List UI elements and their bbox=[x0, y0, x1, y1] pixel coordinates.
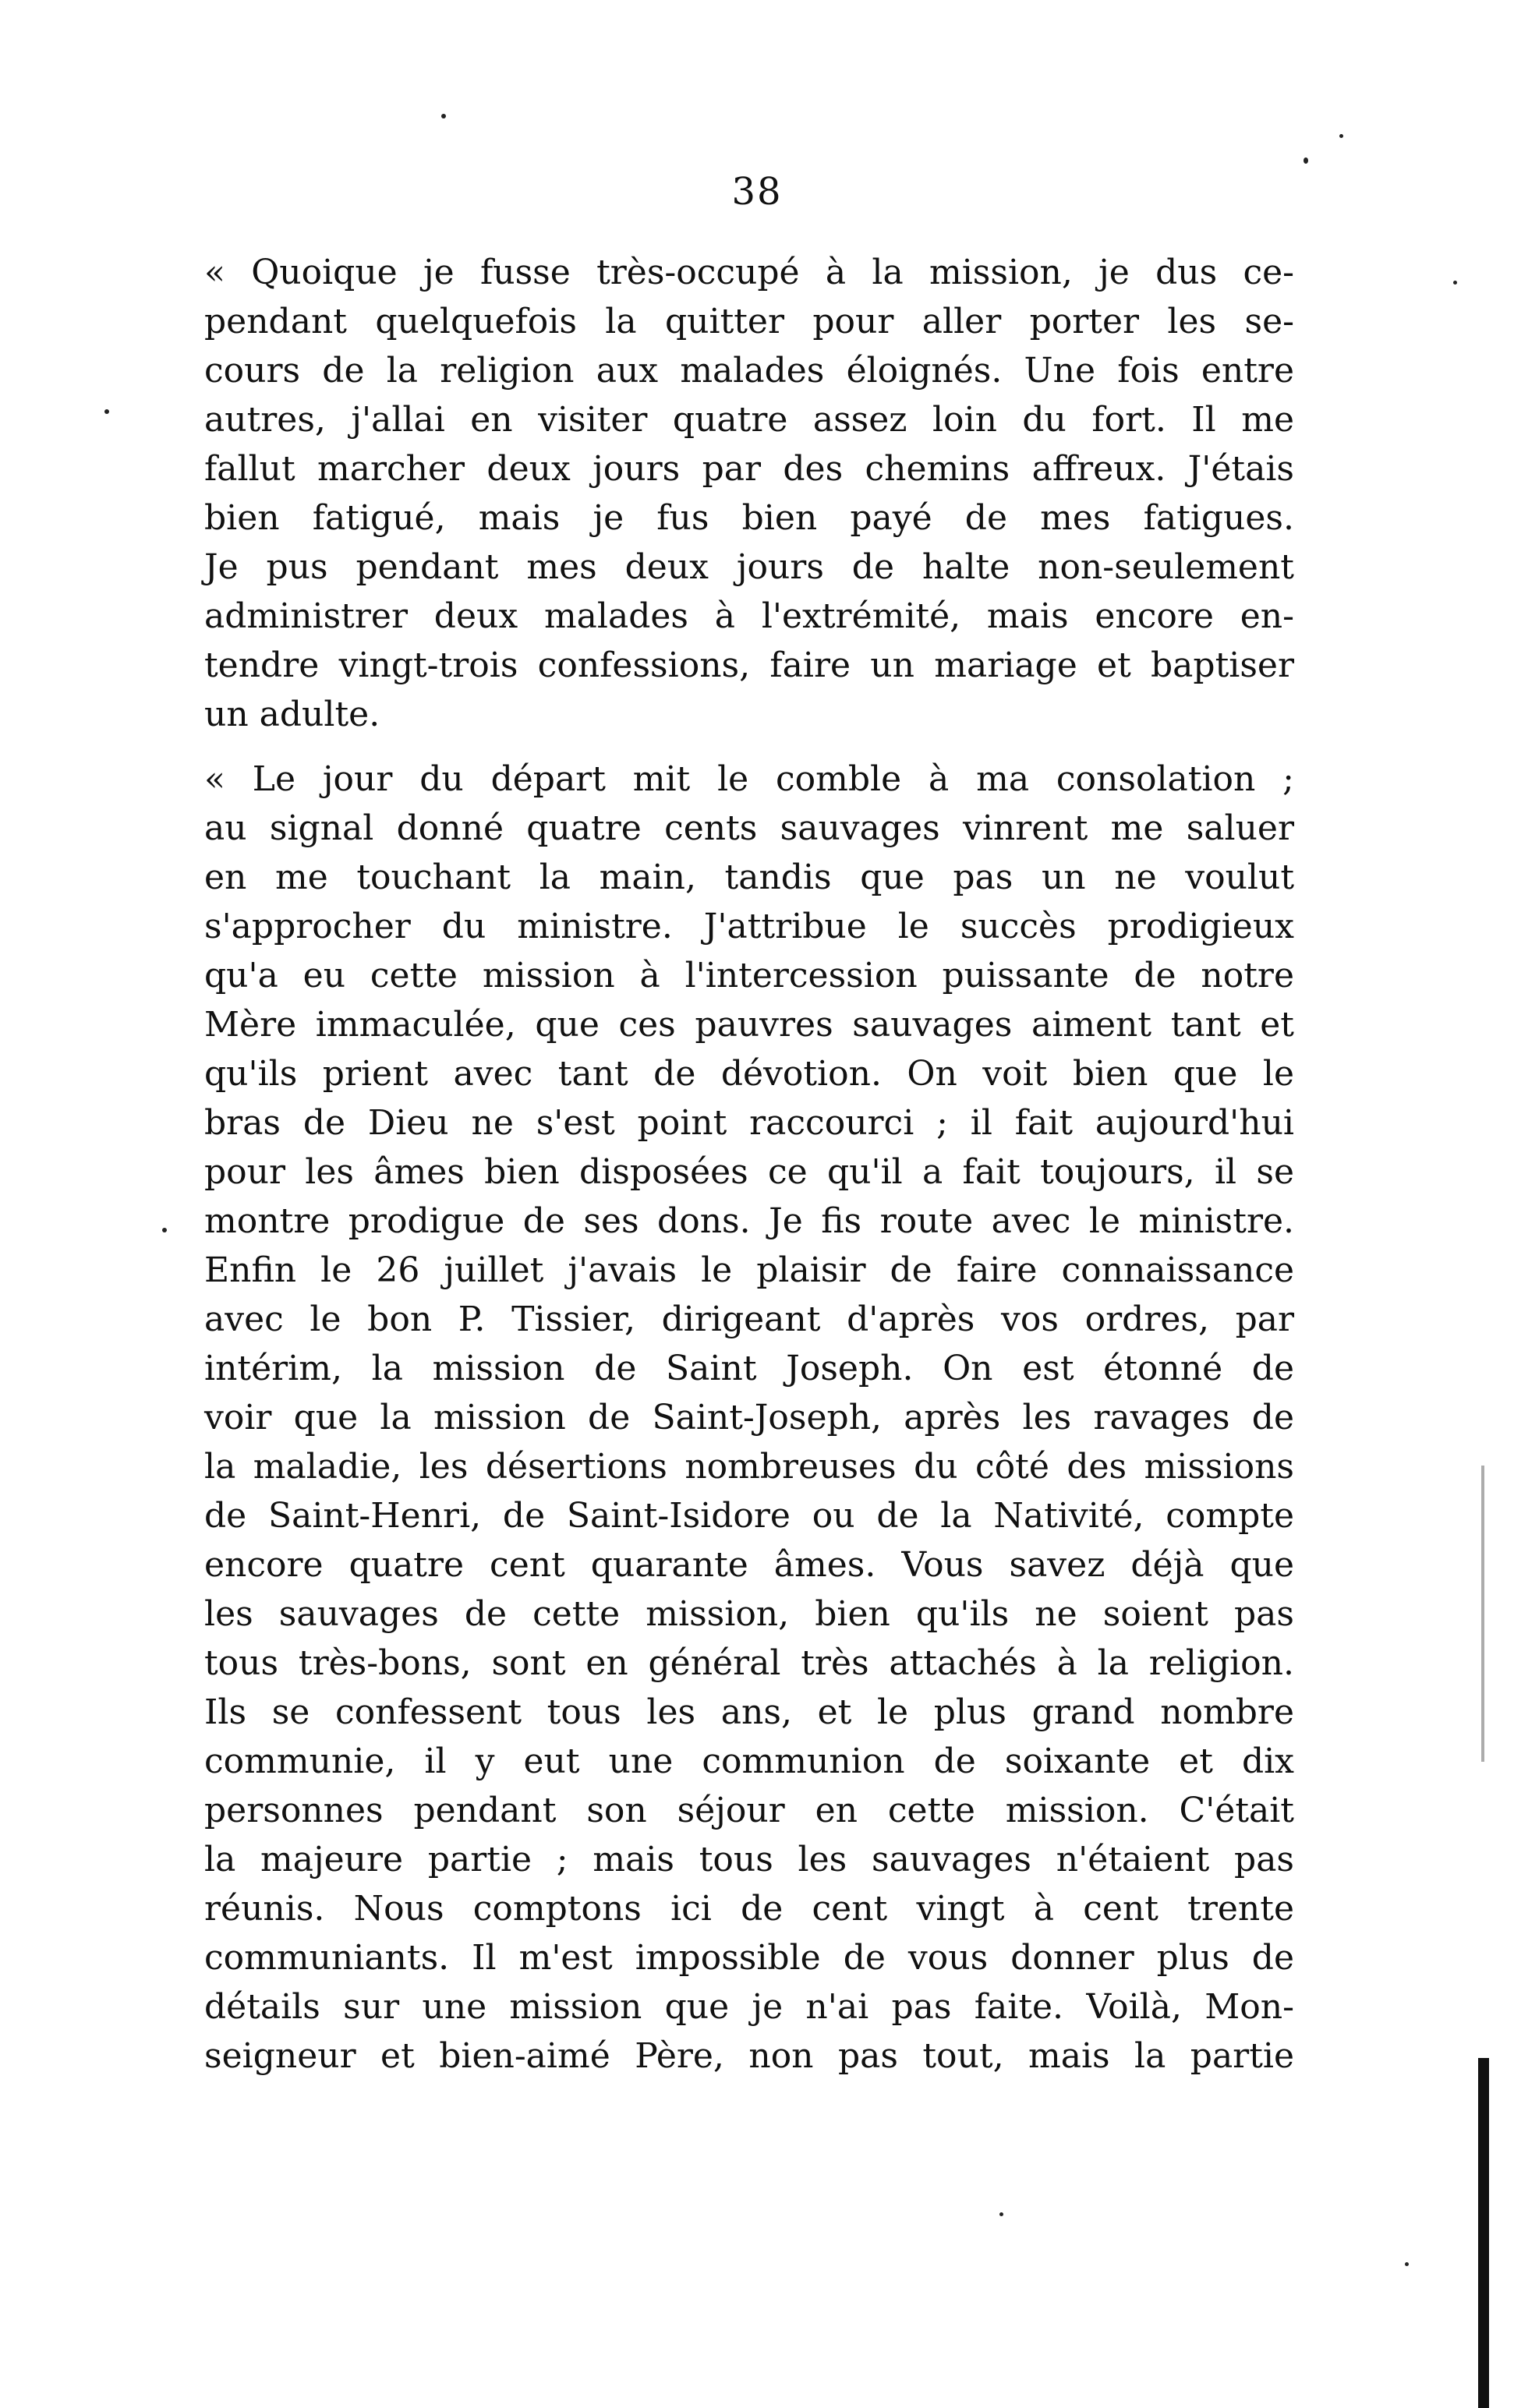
text-line: la maladie, les désertions nombreuses du côté des missions bbox=[204, 1447, 1294, 1487]
scan-speck bbox=[1339, 134, 1343, 138]
scan-speck bbox=[999, 2212, 1003, 2216]
text-line: avec le bon P. Tissier, dirigeant d'après vos ordres, par bbox=[204, 1299, 1294, 1339]
text-line: qu'a eu cette mission à l'intercession puissante de notre bbox=[204, 956, 1294, 995]
text-line: s'approcher du ministre. J'attribue le succès prodigieux bbox=[204, 907, 1294, 946]
text-line: voir que la mission de Saint-Joseph, après les ravages de bbox=[204, 1398, 1294, 1437]
text-line: cours de la religion aux malades éloignés. Une fois entre bbox=[204, 351, 1294, 391]
text-line: seigneur et bien-aimé Père, non pas tout, mais la partie bbox=[204, 2036, 1294, 2076]
scan-speck bbox=[162, 1228, 167, 1232]
text-line: intérim, la mission de Saint Joseph. On est étonné de bbox=[204, 1349, 1294, 1388]
text-line: personnes pendant son séjour en cette mission. C'était bbox=[204, 1791, 1294, 1830]
text-line: « Le jour du départ mit le comble à ma consolation ; bbox=[204, 759, 1294, 799]
text-line: fallut marcher deux jours par des chemins affreux. J'étais bbox=[204, 449, 1294, 489]
text-line: bras de Dieu ne s'est point raccourci ; il fait aujourd'hui bbox=[204, 1103, 1294, 1143]
text-line: un adulte. bbox=[204, 695, 380, 734]
scan-speck bbox=[1304, 157, 1308, 164]
page-edge-mark bbox=[1481, 1466, 1484, 1762]
text-line: la majeure partie ; mais tous les sauvages n'étaient pas bbox=[204, 1840, 1294, 1879]
paragraph-2 bbox=[204, 755, 1294, 2081]
text-line: administrer deux malades à l'extrémité, mais encore en- bbox=[204, 596, 1294, 636]
scan-speck bbox=[104, 409, 109, 414]
text-line: encore quatre cent quarante âmes. Vous savez déjà que bbox=[204, 1545, 1294, 1585]
text-line: pour les âmes bien disposées ce qu'il a fait toujours, il se bbox=[204, 1152, 1294, 1192]
text-line: les sauvages de cette mission, bien qu'ils ne soient pas bbox=[204, 1594, 1294, 1634]
text-line: montre prodigue de ses dons. Je fis route avec le ministre. bbox=[204, 1201, 1294, 1241]
text-line: communie, il y eut une communion de soixante et dix bbox=[204, 1741, 1294, 1781]
text-line: communiants. Il m'est impossible de vous donner plus de bbox=[204, 1938, 1294, 1978]
scan-speck bbox=[1453, 281, 1457, 285]
text-line: Ils se confessent tous les ans, et le plus grand nombre bbox=[204, 1692, 1294, 1732]
text-line: réunis. Nous comptons ici de cent vingt à cent trente bbox=[204, 1889, 1294, 1929]
text-line: en me touchant la main, tandis que pas un ne voulut bbox=[204, 857, 1294, 897]
text-line: de Saint-Henri, de Saint-Isidore ou de la Nativité, compte bbox=[204, 1496, 1294, 1536]
text-line: « Quoique je fusse très-occupé à la mission, je dus ce- bbox=[204, 253, 1294, 292]
text-line: Mère immaculée, que ces pauvres sauvages aiment tant et bbox=[204, 1005, 1294, 1045]
text-line: bien fatigué, mais je fus bien payé de mes fatigues. bbox=[204, 498, 1294, 538]
text-line: détails sur une mission que je n'ai pas faite. Voilà, Mon- bbox=[204, 1987, 1294, 2027]
body-text bbox=[204, 248, 1294, 2081]
text-line: autres, j'allai en visiter quatre assez loin du fort. Il me bbox=[204, 400, 1294, 440]
text-line: tendre vingt-trois confessions, faire un mariage et baptiser bbox=[204, 645, 1294, 685]
page-number: 38 bbox=[731, 170, 783, 214]
text-line: qu'ils prient avec tant de dévotion. On voit bien que le bbox=[204, 1054, 1294, 1094]
scan-speck bbox=[1405, 2262, 1409, 2266]
scan-speck bbox=[441, 114, 446, 118]
text-line: tous très-bons, sont en général très attachés à la religion. bbox=[204, 1643, 1294, 1683]
text-line: pendant quelquefois la quitter pour aller porter les se- bbox=[204, 302, 1294, 341]
page-edge-mark bbox=[1478, 2058, 1489, 2408]
text-line: Je pus pendant mes deux jours de halte non-seulement bbox=[204, 547, 1294, 587]
paragraph-1 bbox=[204, 248, 1294, 739]
text-line: au signal donné quatre cents sauvages vinrent me saluer bbox=[204, 808, 1294, 848]
text-line: Enfin le 26 juillet j'avais le plaisir de faire connaissance bbox=[204, 1250, 1294, 1290]
